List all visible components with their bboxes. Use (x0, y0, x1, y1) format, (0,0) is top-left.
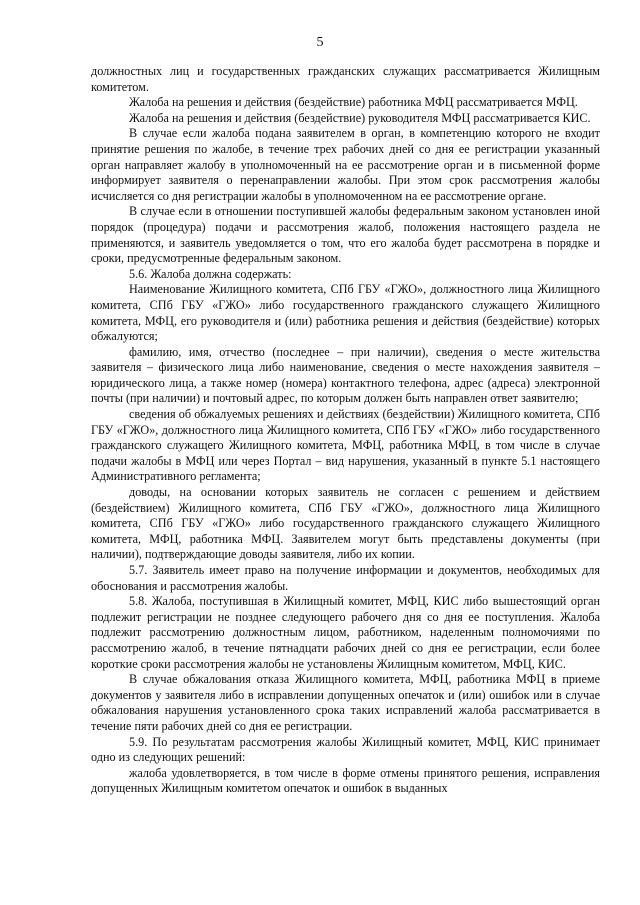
section-heading-5-6: 5.6. Жалоба должна содержать: (129, 266, 292, 281)
paragraph: 5.7. Заявитель имеет право на получение информации и документов, необходимых для обоснования и рассмотрения жалобы. (91, 563, 600, 593)
paragraph: В случае если в отношении поступившей жалобы федеральным законом установлен иной порядок (процедура) подачи и рассмотрения жалоб, положения настоящего раздела не применяются, и заявитель уведомляется о том, что его жалоба будет рассмотрена в порядке и сроки, предусмотренные федеральным законом. (91, 204, 600, 266)
paragraph: Жалоба на решения и действия (бездействие) руководителя МФЦ рассматривается КИС. (129, 110, 591, 125)
paragraph: Жалоба на решения и действия (бездействие) работника МФЦ рассматривается МФЦ. (129, 95, 578, 110)
paragraph: 5.8. Жалоба, поступившая в Жилищный комитет, МФЦ, КИС либо вышестоящий орган подлежит регистрации не позднее следующего рабочего дня со дня ее поступления. Жалоба подлежит рассмотрению должностным лицом, работником, наделенным полномочиями по рассмотрению жалоб, в течение пятнадцати рабочих дней со дня ее регистрации, если более короткие сроки рассмотрения жалобы не установлены Жилищным комитетом, МФЦ, КИС. (91, 594, 600, 671)
paragraph: должностных лиц и государственных гражданских служащих рассматривается Жилищным комитетом. (91, 64, 600, 94)
document-body (91, 64, 600, 797)
paragraph: фамилию, имя, отчество (последнее – при наличии), сведения о месте жительства заявителя – физического лица либо наименование, сведения о месте нахождения заявителя – юридического лица, а также номер (номера) контактного телефона, адрес (адреса) электронной почты (при наличии) и почтовый адрес, по которым должен быть направлен ответ заявителю; (91, 344, 600, 406)
paragraph: 5.9. По результатам рассмотрения жалобы Жилищный комитет, МФЦ, КИС принимает одно из следующих решений: (91, 734, 600, 765)
page-number: 5 (316, 35, 324, 50)
paragraph: доводы, на основании которых заявитель не согласен с решением и действием (бездействием) Жилищного комитета, СПб ГБУ «ГЖО», должностного лица Жилищного комитета, СПб ГБУ «ГЖО» либо государственного гражданского служащего Жилищного комитета, МФЦ, работника МФЦ. Заявителем могут быть представлены документы (при наличии), подтверждающие доводы заявителя, либо их копии. (91, 485, 600, 562)
paragraph: сведения об обжалуемых решениях и действиях (бездействии) Жилищного комитета, СПб ГБУ «ГЖО», должностного лица Жилищного комитета, СПб ГБУ «ГЖО» либо государственного гражданского служащего Жилищного комитета, МФЦ, работника МФЦ, в том числе в случае подачи жалобы в МФЦ или через Портал – вид нарушения, указанный в пункте 5.1 настоящего Административного регламента; (91, 407, 600, 484)
paragraph: Наименование Жилищного комитета, СПб ГБУ «ГЖО», должностного лица Жилищного комитета, СПб ГБУ «ГЖО» либо государственного гражданского служащего Жилищного комитета, МФЦ, его руководителя и (или) работника решения и действия (бездействие) которых обжалуются; (91, 282, 600, 344)
paragraph: жалоба удовлетворяется, в том числе в форме отмены принятого решения, исправления допущенных Жилищным комитетом опечаток и ошибок в выданных (91, 765, 600, 796)
paragraph: В случае если жалоба подана заявителем в орган, в компетенцию которого не входит принятие решения по жалобе, в течение трех рабочих дней со дня ее регистрации указанный орган направляет жалобу в уполномоченный на ее рассмотрение орган и в письменной форме информирует заявителя о перенаправлении жалобы. При этом срок рассмотрения жалобы исчисляется со дня регистрации жалобы в уполномоченном на ее рассмотрение органе. (91, 126, 600, 203)
paragraph: В случае обжалования отказа Жилищного комитета, МФЦ, работника МФЦ в приеме документов у заявителя либо в исправлении допущенных опечаток и (или) ошибок или в случае обжалования нарушения установленного срока таких исправлений жалоба рассматривается в течение пяти рабочих дней со дня ее регистрации. (91, 672, 600, 733)
